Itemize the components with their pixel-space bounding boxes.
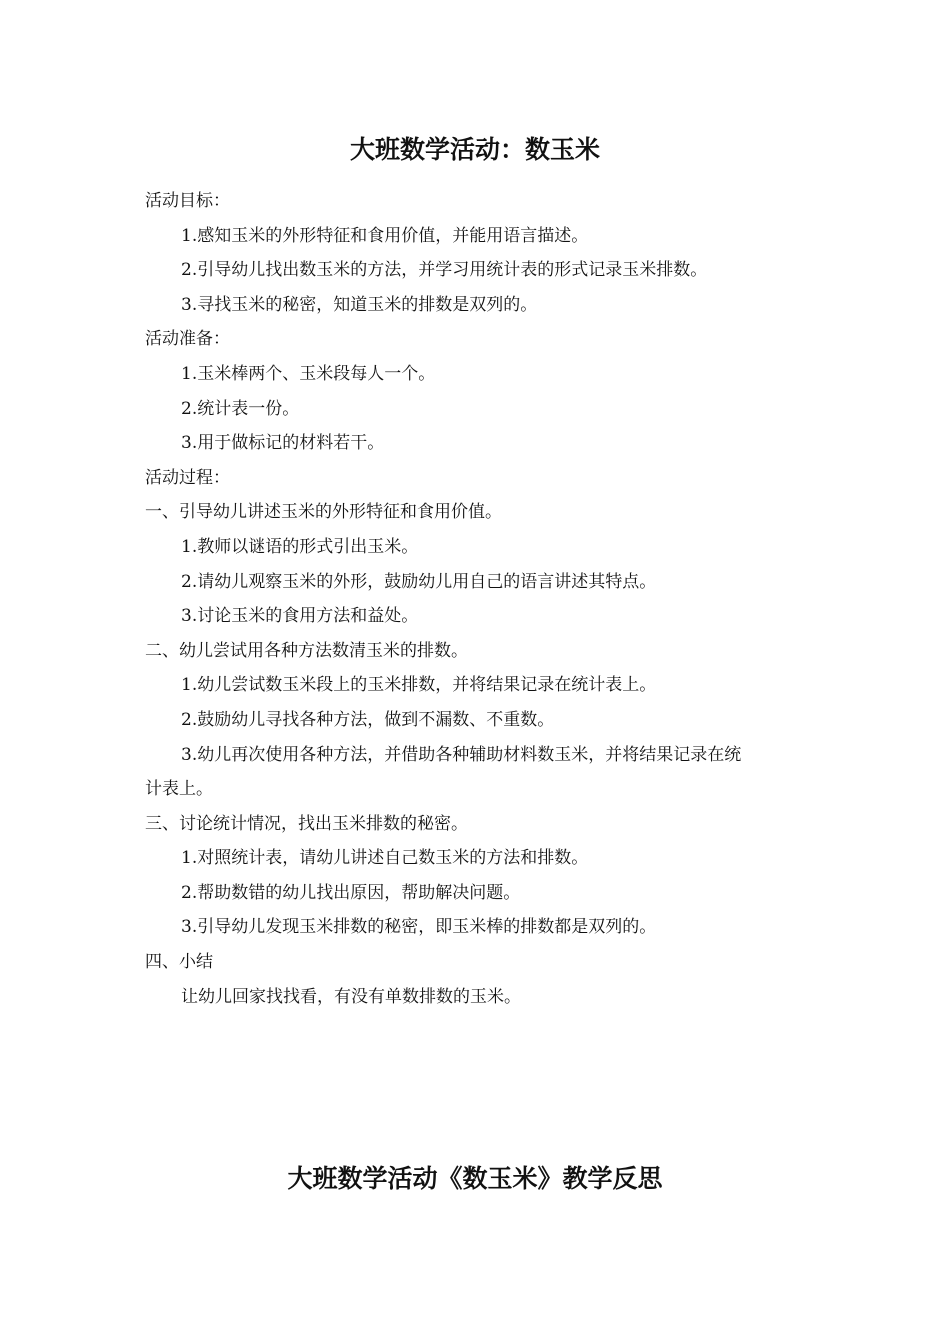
- section-heading: 三、讨论统计情况，找出玉米排数的秘密。: [145, 813, 468, 834]
- preparation-heading: 活动准备：: [145, 329, 230, 350]
- goal-item: 3.寻找玉米的秘密，知道玉米的排数是双列的。: [181, 294, 538, 315]
- preparation-item: 2.统计表一份。: [181, 398, 300, 419]
- section-heading: 四、小结: [145, 952, 213, 973]
- page-title: 大班数学活动：数玉米: [349, 135, 600, 164]
- section-item: 2.帮助数错的幼儿找出原因，帮助解决问题。: [181, 882, 521, 903]
- section-item-continuation: 计表上。: [145, 779, 213, 800]
- goal-item: 1.感知玉米的外形特征和食用价值，并能用语言描述。: [181, 225, 589, 246]
- section-item: 2.鼓励幼儿寻找各种方法，做到不漏数、不重数。: [181, 709, 555, 730]
- section-item: 3.幼儿再次使用各种方法，并借助各种辅助材料数玉米，并将结果记录在统: [181, 744, 742, 765]
- preparation-item: 1.玉米棒两个、玉米段每人一个。: [181, 363, 436, 384]
- section-heading: 二、幼儿尝试用各种方法数清玉米的排数。: [145, 640, 468, 661]
- process-heading: 活动过程：: [145, 467, 230, 488]
- section-heading: 一、引导幼儿讲述玉米的外形特征和食用价值。: [145, 502, 502, 523]
- section-item: 2.请幼儿观察玉米的外形，鼓励幼儿用自己的语言讲述其特点。: [181, 571, 657, 592]
- goal-item: 2.引导幼儿找出数玉米的方法，并学习用统计表的形式记录玉米排数。: [181, 260, 708, 281]
- preparation-item: 3.用于做标记的材料若干。: [181, 433, 385, 454]
- goals-heading: 活动目标：: [145, 191, 230, 211]
- section-item: 3.讨论玉米的食用方法和益处。: [181, 606, 419, 627]
- section-item: 1.教师以谜语的形式引出玉米。: [181, 536, 419, 557]
- document-body: [145, 184, 815, 1014]
- reflection-title: 大班数学活动《数玉米》教学反思: [287, 1164, 663, 1193]
- section-item: 让幼儿回家找找看，有没有单数排数的玉米。: [181, 986, 521, 1007]
- section-item: 3.引导幼儿发现玉米排数的秘密，即玉米棒的排数都是双列的。: [181, 917, 657, 938]
- section-item: 1.幼儿尝试数玉米段上的玉米排数，并将结果记录在统计表上。: [181, 675, 657, 696]
- section-item: 1.对照统计表，请幼儿讲述自己数玉米的方法和排数。: [181, 848, 589, 869]
